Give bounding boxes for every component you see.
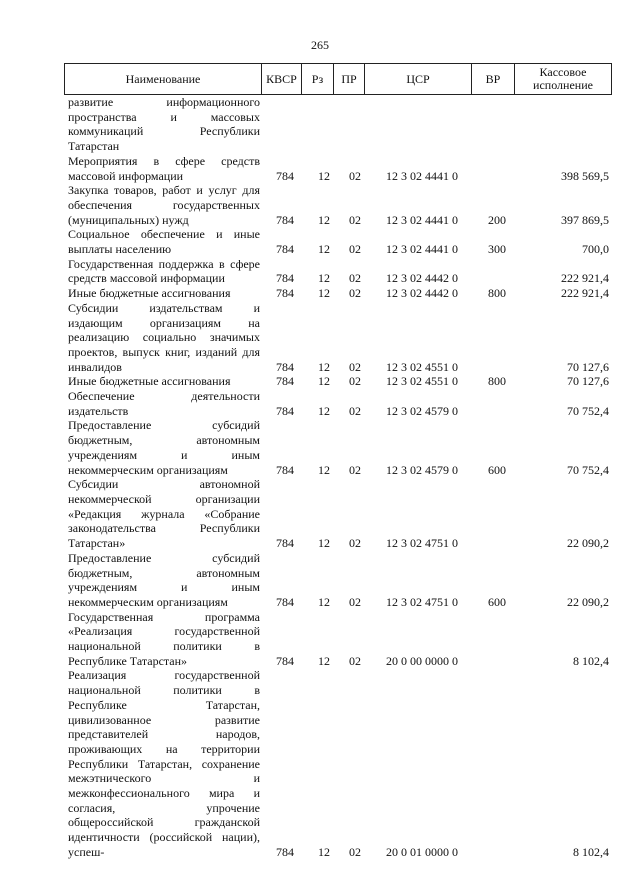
row-csr: 12 3 02 4551 0	[386, 374, 458, 389]
table-row	[0, 257, 640, 286]
header-vr: ВР	[472, 64, 515, 95]
row-name: Предоставление субсидий бюджетным, автономным учреждениям и иным некоммерческим организациям	[68, 550, 260, 609]
row-amount: 22 090,2	[567, 536, 609, 551]
row-pr: 02	[349, 168, 361, 183]
row-kvsr: 784	[276, 462, 294, 477]
row-pr: 02	[349, 242, 361, 257]
row-amount: 8 102,4	[573, 844, 609, 859]
row-kvsr: 784	[276, 168, 294, 183]
row-pr: 02	[349, 374, 361, 389]
table-row	[0, 389, 640, 418]
row-name: Предоставление субсидий бюджетным, автономным учреждениям и иным некоммерческим организациям	[68, 418, 260, 477]
row-name: Субсидии издательствам и издающим организациям на реализацию социально значимых проектов, выпуск книг, изданий для инвалидов	[68, 300, 260, 374]
page-number: 265	[311, 38, 329, 52]
row-csr: 12 3 02 4442 0	[386, 286, 458, 301]
row-csr: 12 3 02 4579 0	[386, 403, 458, 418]
row-rz: 12	[318, 359, 330, 374]
table-row	[0, 301, 640, 375]
row-amount: 70 127,6	[567, 359, 609, 374]
row-csr: 20 0 01 0000 0	[386, 844, 458, 859]
row-rz: 12	[318, 536, 330, 551]
row-pr: 02	[349, 536, 361, 551]
row-pr: 02	[349, 462, 361, 477]
row-rz: 12	[318, 242, 330, 257]
row-name: Реализация государственной национальной политики в Республике Татарстан, цивилизованное развитие представителей народов, проживающих на территории Республики Татарстан, сохранение межэтнического и межконфессионального мира и согласия, упрочение общероссийской гражданской идентичности (российской нации), успеш-	[68, 668, 260, 859]
row-kvsr: 784	[276, 594, 294, 609]
row-name: Обеспечение деятельности издательств	[68, 389, 260, 418]
row-kvsr: 784	[276, 653, 294, 668]
row-amount: 397 869,5	[561, 212, 609, 227]
row-csr: 12 3 02 4441 0	[386, 242, 458, 257]
row-rz: 12	[318, 594, 330, 609]
table-row	[0, 227, 640, 256]
row-pr: 02	[349, 212, 361, 227]
row-pr: 02	[349, 403, 361, 418]
row-amount: 222 921,4	[561, 271, 609, 286]
row-pr: 02	[349, 653, 361, 668]
row-name: Иные бюджетные ассигнования	[68, 286, 231, 301]
row-amount: 22 090,2	[567, 594, 609, 609]
row-pr: 02	[349, 594, 361, 609]
row-vr: 600	[488, 462, 506, 477]
row-vr: 800	[488, 286, 506, 301]
row-csr: 12 3 02 4751 0	[386, 594, 458, 609]
header-kvsr: КВСР	[262, 64, 302, 95]
row-csr: 20 0 00 0000 0	[386, 653, 458, 668]
header-name: Наименование	[65, 64, 262, 95]
row-pr: 02	[349, 844, 361, 859]
row-rz: 12	[318, 462, 330, 477]
header-rz: Рз	[302, 64, 334, 95]
row-kvsr: 784	[276, 212, 294, 227]
row-amount: 700,0	[582, 242, 609, 257]
row-name: Мероприятия в сфере средств массовой информации	[68, 153, 260, 183]
row-vr: 600	[488, 594, 506, 609]
row-rz: 12	[318, 286, 330, 301]
row-rz: 12	[318, 168, 330, 183]
row-pr: 02	[349, 359, 361, 374]
table-body	[0, 95, 640, 860]
row-kvsr: 784	[276, 844, 294, 859]
row-csr: 12 3 02 4441 0	[386, 212, 458, 227]
table-row	[0, 183, 640, 227]
table-row	[0, 418, 640, 477]
table-row	[0, 154, 640, 183]
row-amount: 70 127,6	[567, 374, 609, 389]
row-name: Субсидии автономной некоммерческой организации «Редакция журнала «Собрание законодательства Республики Татарстан»	[68, 477, 260, 551]
table-row	[0, 477, 640, 551]
row-rz: 12	[318, 653, 330, 668]
row-amount: 70 752,4	[567, 403, 609, 418]
row-amount: 398 569,5	[561, 168, 609, 183]
row-rz: 12	[318, 844, 330, 859]
row-csr: 12 3 02 4441 0	[386, 168, 458, 183]
row-name: Закупка товаров, работ и услуг для обеспечения государственных (муниципальных) нужд	[68, 183, 260, 227]
row-kvsr: 784	[276, 271, 294, 286]
header-amount-line1: Кассовое	[539, 65, 587, 79]
row-name: Социальное обеспечение и иные выплаты населению	[68, 227, 260, 257]
header-amount	[515, 64, 612, 95]
row-csr: 12 3 02 4579 0	[386, 462, 458, 477]
row-rz: 12	[318, 212, 330, 227]
table-row	[0, 668, 640, 859]
row-kvsr: 784	[276, 374, 294, 389]
table-row	[0, 286, 640, 301]
row-kvsr: 784	[276, 242, 294, 257]
row-csr: 12 3 02 4442 0	[386, 271, 458, 286]
table-row	[0, 374, 640, 389]
header-pr: ПР	[334, 64, 365, 95]
table-row	[0, 95, 640, 154]
row-name: Иные бюджетные ассигнования	[68, 374, 231, 389]
row-rz: 12	[318, 271, 330, 286]
row-kvsr: 784	[276, 286, 294, 301]
row-amount: 222 921,4	[561, 286, 609, 301]
row-vr: 200	[488, 212, 506, 227]
row-vr: 300	[488, 242, 506, 257]
row-rz: 12	[318, 403, 330, 418]
row-kvsr: 784	[276, 359, 294, 374]
row-kvsr: 784	[276, 403, 294, 418]
table-row	[0, 551, 640, 610]
row-name: Государственная программа «Реализация государственной национальной политики в Республике Татарстан»	[68, 609, 260, 668]
table-header	[64, 63, 612, 95]
row-amount: 70 752,4	[567, 462, 609, 477]
row-amount: 8 102,4	[573, 653, 609, 668]
row-kvsr: 784	[276, 536, 294, 551]
row-name: Государственная поддержка в сфере средств массовой информации	[68, 256, 260, 286]
row-pr: 02	[349, 271, 361, 286]
row-vr: 800	[488, 374, 506, 389]
row-pr: 02	[349, 286, 361, 301]
header-amount-line2: исполнение	[533, 78, 593, 92]
row-rz: 12	[318, 374, 330, 389]
table-row	[0, 610, 640, 669]
row-name: развитие информационного пространства и массовых коммуникаций Республики Татарстан	[68, 95, 260, 154]
row-csr: 12 3 02 4751 0	[386, 536, 458, 551]
row-csr: 12 3 02 4551 0	[386, 359, 458, 374]
header-csr: ЦСР	[365, 64, 472, 95]
